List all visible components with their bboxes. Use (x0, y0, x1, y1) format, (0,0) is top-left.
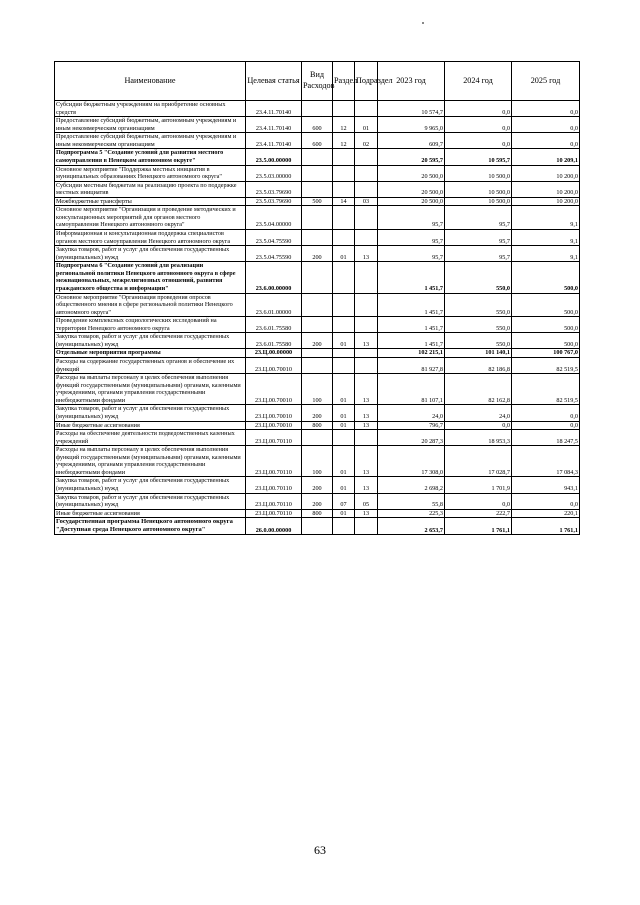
budget-table (54, 61, 580, 535)
table-row (55, 101, 580, 117)
row-name: Межбюджетные трансферты (55, 197, 246, 206)
row-value-2025: 0,0 (512, 493, 580, 509)
table-row (55, 374, 580, 405)
row-name: Расходы на обеспечение деятельности подведомственных казенных учреждений (55, 430, 246, 446)
row-value-2024: 10 500,0 (445, 181, 512, 197)
row-value-2023: 1 451,7 (378, 333, 445, 349)
row-value-2024: 550,0 (445, 262, 512, 293)
row-value-2024: 0,0 (445, 101, 512, 117)
row-subsection: 02 (355, 133, 378, 149)
row-type (302, 230, 333, 246)
row-value-2024: 10 595,7 (445, 149, 512, 165)
row-name: Закупка товаров, работ и услуг для обеспечения государственных (муниципальных) нужд (55, 333, 246, 349)
row-subsection: 03 (355, 197, 378, 206)
row-value-2025: 0,0 (512, 133, 580, 149)
row-value-2025: 82 519,5 (512, 358, 580, 374)
row-subsection (355, 518, 378, 535)
row-value-2023: 17 308,0 (378, 446, 445, 477)
row-value-2024: 550,0 (445, 317, 512, 333)
row-value-2024: 82 186,8 (445, 358, 512, 374)
row-value-2024: 82 162,8 (445, 374, 512, 405)
row-code: 23.6.00.00000 (246, 262, 302, 293)
row-section: 01 (333, 421, 355, 430)
row-type (302, 430, 333, 446)
header-type: Вид Расходов (302, 62, 333, 101)
table-row (55, 197, 580, 206)
row-value-2024: 10 500,0 (445, 165, 512, 181)
row-value-2025: 9,1 (512, 246, 580, 262)
row-value-2023: 1 451,7 (378, 293, 445, 317)
row-name: Закупка товаров, работ и услуг для обеспечения государственных (муниципальных) нужд (55, 477, 246, 493)
row-type: 800 (302, 421, 333, 430)
row-subsection (355, 101, 378, 117)
row-name: Иные бюджетные ассигнования (55, 421, 246, 430)
row-value-2025: 220,1 (512, 509, 580, 518)
row-name: Информационная и консультационная поддержка специалистов органов местного самоуправления Ненецкого автономного округа (55, 230, 246, 246)
row-section: 12 (333, 133, 355, 149)
row-section: 01 (333, 246, 355, 262)
row-section (333, 349, 355, 358)
row-value-2023: 20 287,3 (378, 430, 445, 446)
row-subsection (355, 206, 378, 230)
table-row (55, 317, 580, 333)
row-subsection: 13 (355, 246, 378, 262)
row-subsection: 13 (355, 421, 378, 430)
row-value-2023: 20 500,0 (378, 165, 445, 181)
table-row (55, 230, 580, 246)
row-subsection: 13 (355, 509, 378, 518)
row-code: 23.4.11.70140 (246, 133, 302, 149)
table-row (55, 421, 580, 430)
page-number: 63 (314, 843, 326, 857)
row-code: 23.4.11.70140 (246, 101, 302, 117)
row-value-2024: 222,7 (445, 509, 512, 518)
row-value-2023: 10 574,7 (378, 101, 445, 117)
row-section (333, 181, 355, 197)
row-value-2023: 24,0 (378, 405, 445, 421)
row-code: 23.Ц.00.70110 (246, 430, 302, 446)
row-value-2023: 796,7 (378, 421, 445, 430)
row-value-2023: 1 451,7 (378, 262, 445, 293)
row-section: 01 (333, 446, 355, 477)
row-subsection (355, 262, 378, 293)
row-value-2024: 17 028,7 (445, 446, 512, 477)
row-section: 12 (333, 117, 355, 133)
row-subsection (355, 349, 378, 358)
row-value-2023: 20 595,7 (378, 149, 445, 165)
row-type (302, 165, 333, 181)
row-value-2024: 0,0 (445, 493, 512, 509)
row-name: Основное мероприятие "Поддержка местных инициатив в муниципальных образованиях Ненецкого автономного округа" (55, 165, 246, 181)
row-section: 01 (333, 374, 355, 405)
row-subsection (355, 230, 378, 246)
row-name: Субсидии местным бюджетам на реализацию проекта по поддержке местных инициатив (55, 181, 246, 197)
row-value-2023: 95,7 (378, 230, 445, 246)
row-value-2025: 0,0 (512, 405, 580, 421)
row-section: 07 (333, 493, 355, 509)
row-value-2024: 0,0 (445, 117, 512, 133)
row-subsection: 05 (355, 493, 378, 509)
header-2025: 2025 год (512, 62, 580, 101)
row-name: Основное мероприятие "Организация проведения опросов общественного мнения в сфере региональной политики Ненецкого автономного округа" (55, 293, 246, 317)
table-row (55, 133, 580, 149)
row-value-2025: 0,0 (512, 421, 580, 430)
row-subsection (355, 181, 378, 197)
row-code: 23.5.00.00000 (246, 149, 302, 165)
row-subsection (355, 430, 378, 446)
row-value-2025: 500,0 (512, 333, 580, 349)
row-subsection: 13 (355, 405, 378, 421)
row-subsection (355, 293, 378, 317)
row-section: 01 (333, 333, 355, 349)
row-value-2025: 500,0 (512, 293, 580, 317)
row-name: Проведение комплексных социологических исследований на территории Ненецкого автономного округа (55, 317, 246, 333)
row-section (333, 206, 355, 230)
row-type: 100 (302, 374, 333, 405)
row-type (302, 206, 333, 230)
row-value-2025: 500,0 (512, 262, 580, 293)
row-value-2023: 9 965,0 (378, 117, 445, 133)
row-section: 01 (333, 405, 355, 421)
row-value-2024: 10 500,0 (445, 197, 512, 206)
row-value-2023: 81 107,1 (378, 374, 445, 405)
row-section (333, 101, 355, 117)
table-row (55, 246, 580, 262)
row-value-2023: 1 451,7 (378, 317, 445, 333)
row-value-2024: 1 761,1 (445, 518, 512, 535)
row-value-2025: 1 761,1 (512, 518, 580, 535)
row-section (333, 430, 355, 446)
header-subsection: Подраздел (355, 62, 378, 101)
table-body (55, 101, 580, 535)
header-name: Наименование (55, 62, 246, 101)
row-type (302, 262, 333, 293)
row-value-2025: 10 200,0 (512, 165, 580, 181)
row-code: 23.5.03.00000 (246, 165, 302, 181)
row-name: Иные бюджетные ассигнования (55, 509, 246, 518)
row-section: 14 (333, 197, 355, 206)
table-row (55, 165, 580, 181)
row-type: 100 (302, 446, 333, 477)
row-subsection: 13 (355, 374, 378, 405)
table-row (55, 430, 580, 446)
header-section: Раздел (333, 62, 355, 101)
scan-speck (422, 22, 424, 24)
row-section (333, 262, 355, 293)
table-row (55, 358, 580, 374)
row-name: Предоставление субсидий бюджетным, автономным учреждениям и иным некоммерческим организациям (55, 133, 246, 149)
table-row (55, 509, 580, 518)
row-type (302, 149, 333, 165)
row-name: Отдельные мероприятия программы (55, 349, 246, 358)
row-value-2025: 18 247,5 (512, 430, 580, 446)
table-header-row (55, 62, 580, 101)
row-subsection: 13 (355, 446, 378, 477)
row-value-2023: 225,3 (378, 509, 445, 518)
row-value-2025: 9,1 (512, 230, 580, 246)
row-value-2023: 2 698,2 (378, 477, 445, 493)
row-subsection: 01 (355, 117, 378, 133)
row-value-2024: 550,0 (445, 293, 512, 317)
row-value-2023: 95,7 (378, 206, 445, 230)
row-section (333, 230, 355, 246)
row-type (302, 317, 333, 333)
row-name: Подпрограмма 5 "Создание условий для развития местного самоуправления в Ненецком автономном округе" (55, 149, 246, 165)
row-code: 23.Ц.00.70010 (246, 421, 302, 430)
row-value-2025: 10 200,0 (512, 197, 580, 206)
row-value-2023: 609,7 (378, 133, 445, 149)
row-value-2025: 17 084,3 (512, 446, 580, 477)
row-value-2025: 10 200,0 (512, 181, 580, 197)
row-subsection (355, 358, 378, 374)
row-value-2023: 20 500,0 (378, 197, 445, 206)
row-code: 23.6.01.75580 (246, 333, 302, 349)
row-type: 800 (302, 509, 333, 518)
row-type: 200 (302, 333, 333, 349)
row-value-2024: 24,0 (445, 405, 512, 421)
row-code: 23.Ц.00.70110 (246, 446, 302, 477)
row-value-2023: 95,7 (378, 246, 445, 262)
row-code: 23.Ц.00.70110 (246, 509, 302, 518)
row-name: Предоставление субсидий бюджетным, автономным учреждениям и иным некоммерческим организациям (55, 117, 246, 133)
row-type: 600 (302, 133, 333, 149)
row-code: 23.Ц.00.70010 (246, 358, 302, 374)
header-code: Целевая статья (246, 62, 302, 101)
header-2024: 2024 год (445, 62, 512, 101)
row-code: 23.5.04.00000 (246, 206, 302, 230)
row-type: 200 (302, 493, 333, 509)
row-value-2023: 55,8 (378, 493, 445, 509)
row-type: 600 (302, 117, 333, 133)
row-value-2024: 101 140,1 (445, 349, 512, 358)
row-value-2025: 82 519,5 (512, 374, 580, 405)
row-value-2025: 100 767,0 (512, 349, 580, 358)
row-code: 23.5.03.79690 (246, 197, 302, 206)
row-code: 23.6.01.75580 (246, 317, 302, 333)
row-code: 23.5.03.79690 (246, 181, 302, 197)
row-value-2024: 95,7 (445, 246, 512, 262)
row-type: 500 (302, 197, 333, 206)
table-row (55, 149, 580, 165)
row-value-2025: 9,1 (512, 206, 580, 230)
row-value-2024: 550,0 (445, 333, 512, 349)
row-name: Государственная программа Ненецкого автономного округа "Доступная среда Ненецкого автономного округа" (55, 518, 246, 535)
row-section (333, 358, 355, 374)
row-value-2024: 1 701,9 (445, 477, 512, 493)
table-row (55, 518, 580, 535)
row-name: Закупка товаров, работ и услуг для обеспечения государственных (муниципальных) нужд (55, 493, 246, 509)
table-row (55, 117, 580, 133)
row-type (302, 181, 333, 197)
row-type (302, 101, 333, 117)
table-row (55, 262, 580, 293)
row-value-2024: 0,0 (445, 133, 512, 149)
row-name: Подпрограмма 6 "Создание условий для реализации региональной политики Ненецкого автономного округа в сфере межнациональных, межрелигиозных отношений, развития гражданского общества и информации" (55, 262, 246, 293)
row-subsection: 13 (355, 333, 378, 349)
row-value-2024: 95,7 (445, 230, 512, 246)
row-name: Расходы на содержание государственных органов и обеспечение их функций (55, 358, 246, 374)
row-value-2025: 500,0 (512, 317, 580, 333)
row-section (333, 149, 355, 165)
header-2023: 2023 год (378, 62, 445, 101)
row-value-2023: 20 500,0 (378, 181, 445, 197)
row-value-2023: 81 927,8 (378, 358, 445, 374)
row-value-2025: 0,0 (512, 117, 580, 133)
row-code: 23.5.04.75590 (246, 230, 302, 246)
row-section (333, 518, 355, 535)
row-code: 23.Ц.00.70010 (246, 405, 302, 421)
row-value-2025: 943,1 (512, 477, 580, 493)
row-subsection (355, 165, 378, 181)
row-section (333, 317, 355, 333)
row-value-2025: 10 209,1 (512, 149, 580, 165)
row-code: 23.Ц.00.00000 (246, 349, 302, 358)
row-type: 200 (302, 477, 333, 493)
row-type (302, 518, 333, 535)
table-row (55, 349, 580, 358)
row-subsection (355, 317, 378, 333)
row-subsection: 13 (355, 477, 378, 493)
row-section (333, 293, 355, 317)
row-code: 23.5.04.75590 (246, 246, 302, 262)
table-row (55, 293, 580, 317)
row-section: 01 (333, 509, 355, 518)
table-row (55, 405, 580, 421)
row-code: 23.Ц.00.70110 (246, 477, 302, 493)
row-name: Закупка товаров, работ и услуг для обеспечения государственных (муниципальных) нужд (55, 246, 246, 262)
row-code: 23.Ц.00.70010 (246, 374, 302, 405)
row-value-2024: 95,7 (445, 206, 512, 230)
row-type (302, 349, 333, 358)
table-row (55, 206, 580, 230)
row-section: 01 (333, 477, 355, 493)
row-type: 200 (302, 246, 333, 262)
row-name: Расходы на выплаты персоналу в целях обеспечения выполнения функций государственными (муниципальными) органами, казенными учреждениями, органами управления государственными внебюджетными фондами (55, 374, 246, 405)
row-name: Расходы на выплаты персоналу в целях обеспечения выполнения функций государственными (муниципальными) органами, казенными учреждениями, органами управления государственными внебюджетными фондами (55, 446, 246, 477)
row-type: 200 (302, 405, 333, 421)
row-value-2025: 0,0 (512, 101, 580, 117)
row-name: Основное мероприятие "Организация и проведение методических и консультационных мероприятий для органов местного самоуправления Ненецкого автономного округа" (55, 206, 246, 230)
row-subsection (355, 149, 378, 165)
table-row (55, 477, 580, 493)
row-code: 23.4.11.70140 (246, 117, 302, 133)
table-row (55, 446, 580, 477)
row-code: 26.0.00.00000 (246, 518, 302, 535)
table-row (55, 181, 580, 197)
row-section (333, 165, 355, 181)
row-code: 23.6.01.00000 (246, 293, 302, 317)
row-code: 23.Ц.00.70110 (246, 493, 302, 509)
row-value-2024: 18 953,3 (445, 430, 512, 446)
row-value-2023: 102 215,1 (378, 349, 445, 358)
row-value-2023: 2 653,7 (378, 518, 445, 535)
table-row (55, 333, 580, 349)
row-name: Закупка товаров, работ и услуг для обеспечения государственных (муниципальных) нужд (55, 405, 246, 421)
row-type (302, 358, 333, 374)
row-type (302, 293, 333, 317)
table-row (55, 493, 580, 509)
row-name: Субсидии бюджетным учреждениям на приобретение основных средств (55, 101, 246, 117)
row-value-2024: 0,0 (445, 421, 512, 430)
